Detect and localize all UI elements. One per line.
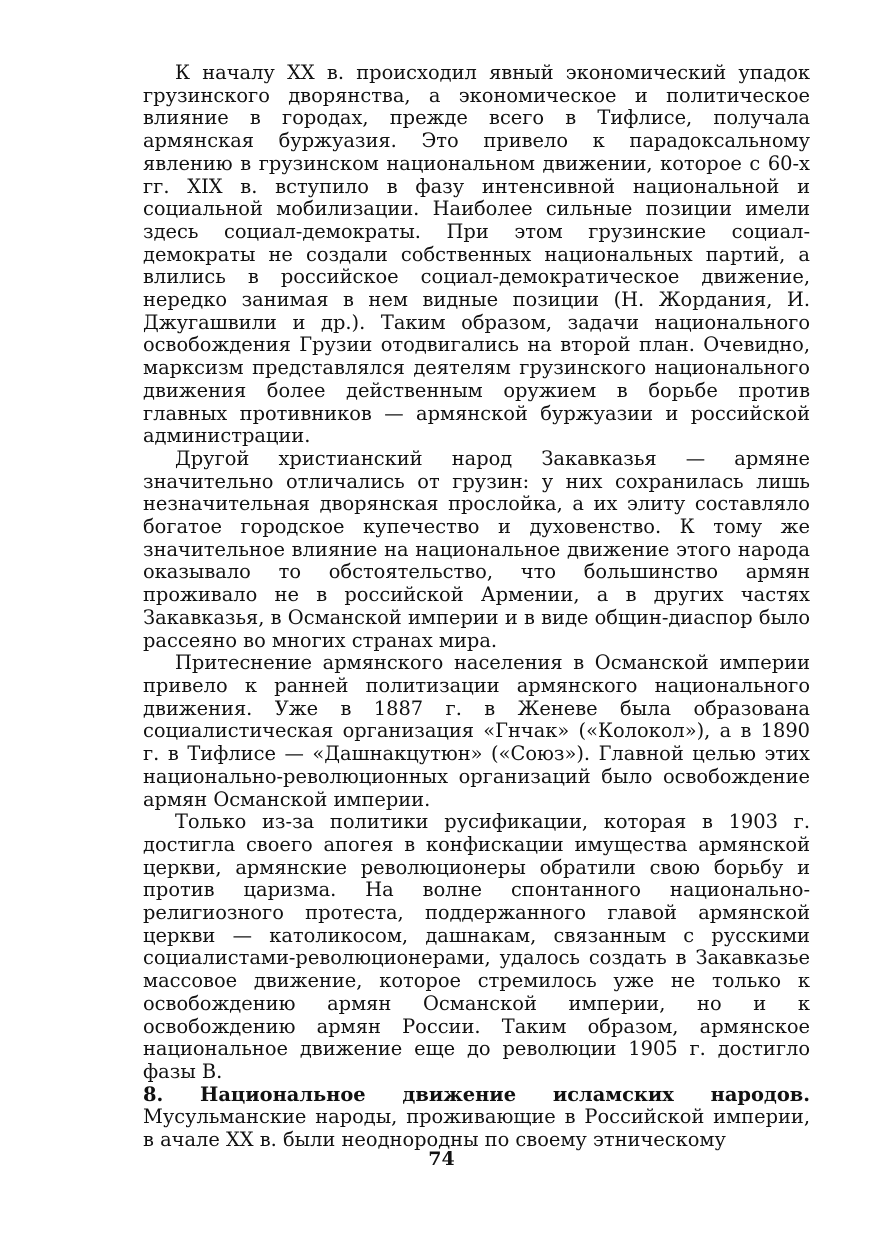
page-number: 74 xyxy=(428,1148,455,1170)
paragraph-russification: Только из-за политики русификации, которая в 1903 г. достигла своего апогея в конфискации имущества армянской церкви, армянские революционеры обратили свою борьбу и против царизма. На волне спонтанного национально-религиозного протеста, поддержанного главой армянской церкви — католикосом, дашнакам, связанным с русскими социалистами-революционерами, удалось создать в Закавказье массовое движение, которое стремилось уже не только к освобождению армян Османской империи, но и к освобождению армян России. Таким образом, армянское национальное движение еще до революции 1905 г. достигло фазы B. xyxy=(143,810,810,1083)
section-islamic-peoples xyxy=(143,1084,810,1152)
page-body xyxy=(143,62,810,1152)
section-text: Мусульманские народы, проживающие в Российской империи, в ачале XX в. были неоднородны по своему этническому xyxy=(143,1105,810,1152)
paragraph-georgian-movement: К началу XX в. происходил явный экономический упадок грузинского дворянства, а экономическое и политическое влияние в городах, прежде всего в Тифлисе, получала армянская буржуазия. Это привело к парадоксальному явлению в грузинском национальном движении, которое с 60-х гг. XIX в. вступило в фазу интенсивной национальной и социальной мобилизации. Наиболее сильные позиции имели здесь социал-демократы. При этом грузинские социал-демократы не создали собственных национальных партий, а влились в российское социал-демократическое движение, нередко занимая в нем видные позиции (Н. Жордания, И. Джугашвили и др.). Таким образом, задачи национального освобождения Грузии отодвигались на второй план. Очевидно, марксизм представлялся деятелям грузинского национального движения более действенным оружием в борьбе против главных противников — армянской буржуазии и российской администрации. xyxy=(143,61,810,448)
section-heading: 8. Национальное движение исламских народов. xyxy=(143,1082,810,1106)
paragraph-armenian-organizations: Притеснение армянского населения в Османской империи привело к ранней политизации армянского национального движения. Уже в 1887 г. в Женеве была образована социалистическая организация «Гнчак» («Колокол»), а в 1890 г. в Тифлисе — «Дашнакцутюн» («Союз»). Главной целью этих национально-революционных организаций было освобождение армян Османской империи. xyxy=(143,651,810,811)
paragraph-armenians: Другой христианский народ Закавказья — армяне значительно отличались от грузин: у них сохранилась лишь незначительная дворянская прослойка, а их элиту составляло богатое городское купечество и духовенство. К тому же значительное влияние на национальное движение этого народа оказывало то обстоятельство, что большинство армян проживало не в российской Армении, а в других частях Закавказья, в Османской империи и в виде общин-диаспор было рассеяно во многих странах мира. xyxy=(143,446,810,652)
